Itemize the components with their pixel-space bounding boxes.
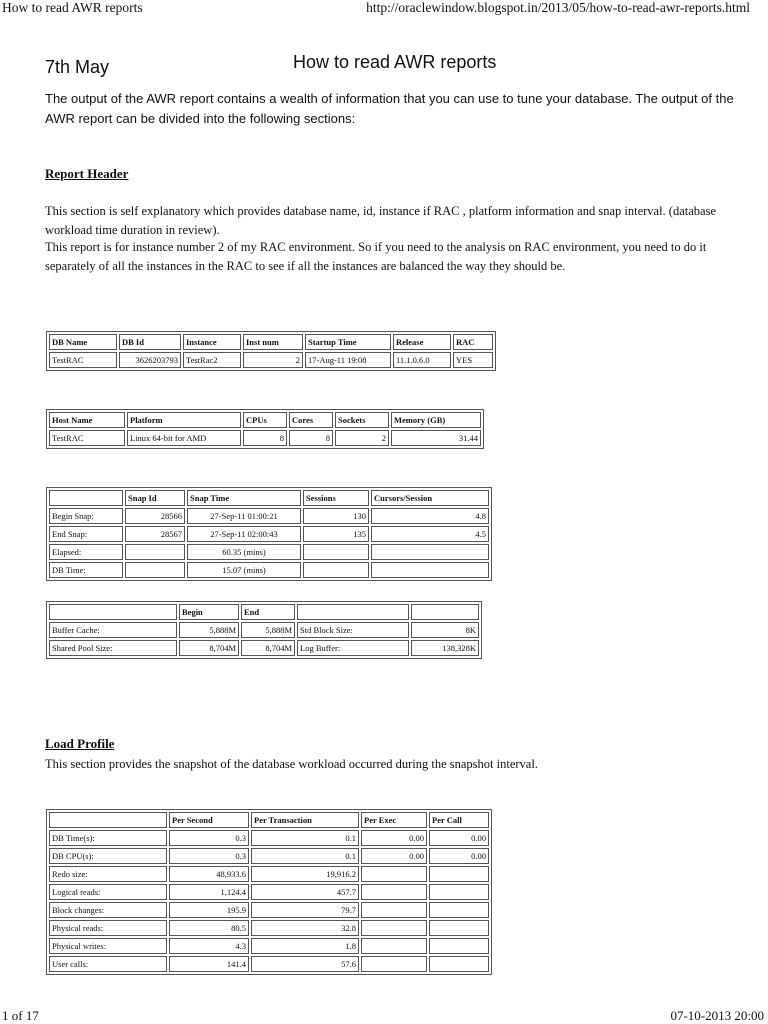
table-cell [361,920,427,936]
column-header: Cores [289,412,333,428]
column-header: Inst num [243,334,303,350]
column-header [49,812,167,828]
table-row [49,866,489,882]
table-cell: DB CPU(s): [49,848,167,864]
table-cell: 28567 [125,526,185,542]
table-cell: 1,124.4 [169,884,249,900]
table-cell [429,956,489,972]
print-timestamp: 07-10-2013 20:00 [670,1008,764,1023]
table-cell: 2 [243,352,303,368]
table-row [49,902,489,918]
column-header: DB Name [49,334,117,350]
table-cell: 2 [335,430,389,446]
table-cell: 195.9 [169,902,249,918]
table-cell: 5,888M [179,622,239,638]
table-cell: Elapsed: [49,544,123,560]
report-header-paragraph-1: This section is self explanatory which provides database name, id, instance if RAC , platform information and snap interval. (database workload time duration in review). [45,204,716,237]
table-row [49,352,493,368]
post-title: How to read AWR reports [293,52,497,72]
table-row [49,920,489,936]
table-cell: 0.00 [429,848,489,864]
table-cell: Logical reads: [49,884,167,900]
table-cell: 0.1 [251,830,359,846]
table-cell: 31.44 [391,430,481,446]
table-cell: Buffer Cache: [49,622,177,638]
table-cell: 11.1.0.6.0 [393,352,451,368]
load-profile-heading: Load Profile [45,736,115,751]
column-header: Startup Time [305,334,391,350]
table-cell [429,938,489,954]
table-cell: Physical writes: [49,938,167,954]
load-profile-paragraph: This section provides the snapshot of the database workload occurred during the snapshot interval. [45,757,538,771]
table-row [49,526,489,542]
table-cell: 0.00 [429,830,489,846]
table-cell: 3626203793 [119,352,181,368]
table-cell: 1.8 [251,938,359,954]
table-cell: 0.3 [169,830,249,846]
cache-table [46,601,482,659]
table-row [49,830,489,846]
report-header-heading: Report Header [45,166,129,181]
table-cell: 57.6 [251,956,359,972]
column-header [49,490,123,506]
table-cell [371,562,489,578]
table-cell [303,562,369,578]
table-cell: 4.5 [371,526,489,542]
table-cell [125,562,185,578]
table-row [49,430,481,446]
table-cell: 32.8 [251,920,359,936]
table-cell [361,938,427,954]
table-cell: TestRAC [49,352,117,368]
table-cell: 141.4 [169,956,249,972]
table-row [49,640,479,656]
table-cell: DB Time(s): [49,830,167,846]
table-cell: 8,704M [241,640,295,656]
table-cell: 19,916.2 [251,866,359,882]
table-cell: 8,704M [179,640,239,656]
table-cell [429,884,489,900]
table-cell [361,866,427,882]
table-cell: 8 [289,430,333,446]
column-header: CPUs [243,412,287,428]
table-cell: 0.1 [251,848,359,864]
table-row [49,544,489,560]
post-intro: The output of the AWR report contains a wealth of information that you can use to tune your database. The output of the AWR report can be divided into the following sections: [45,91,734,126]
table-cell [361,884,427,900]
table-cell [361,902,427,918]
column-header: Memory (GB) [391,412,481,428]
table-cell: 138,328K [411,640,479,656]
column-header: End [241,604,295,620]
table-cell: 130 [303,508,369,524]
table-cell [303,544,369,560]
table-cell: 0.3 [169,848,249,864]
table-cell: 8K [411,622,479,638]
table-cell [361,956,427,972]
table-cell [371,544,489,560]
table-cell [125,544,185,560]
table-cell: 48,933.6 [169,866,249,882]
table-row [49,562,489,578]
table-cell: 8 [243,430,287,446]
column-header [49,604,177,620]
report-header-paragraph-2: This report is for instance number 2 of my RAC environment. So if you need to the analysis on RAC environment, you need to do it separately of all the instances in the RAC to see if all the instances are balanced the way they should be. [45,240,707,273]
column-header: Instance [183,334,241,350]
column-header: Begin [179,604,239,620]
table-cell: 457.7 [251,884,359,900]
column-header: Host Name [49,412,125,428]
column-header: Sockets [335,412,389,428]
browser-print-header [0,0,768,18]
table-row [49,622,479,638]
table-cell: 27-Sep-11 01:00:21 [187,508,301,524]
table-cell: DB Time: [49,562,123,578]
column-header: DB Id [119,334,181,350]
table-cell [429,902,489,918]
table-cell: Begin Snap: [49,508,123,524]
table-cell: 4.3 [169,938,249,954]
table-cell [429,866,489,882]
table-cell: Std Block Size: [297,622,409,638]
table-cell: Linux 64-bit for AMD [127,430,241,446]
table-row [49,848,489,864]
column-header: Per Exec [361,812,427,828]
table-cell: End Snap: [49,526,123,542]
column-header: Snap Id [125,490,185,506]
table-cell: 15.07 (mins) [187,562,301,578]
column-header [297,604,409,620]
table-cell: 27-Sep-11 02:00:43 [187,526,301,542]
column-header: Per Transaction [251,812,359,828]
print-page-url: http://oraclewindow.blogspot.in/2013/05/how-to-read-awr-reports.html [366,0,750,15]
page-count: 1 of 17 [2,1008,39,1023]
column-header: Sessions [303,490,369,506]
table-cell: 28566 [125,508,185,524]
table-cell: 135 [303,526,369,542]
table-cell: 0.00 [361,830,427,846]
db-info-table [46,331,496,371]
column-header [411,604,479,620]
table-cell: Redo size: [49,866,167,882]
table-cell: TestRac2 [183,352,241,368]
table-cell: 5,888M [241,622,295,638]
table-cell: 80.5 [169,920,249,936]
table-row [49,956,489,972]
column-header: Per Call [429,812,489,828]
column-header: Release [393,334,451,350]
table-cell: 17-Aug-11 19:08 [305,352,391,368]
table-row [49,884,489,900]
table-cell: 4.8 [371,508,489,524]
table-cell: Log Buffer: [297,640,409,656]
table-cell: 0.00 [361,848,427,864]
column-header: Snap Time [187,490,301,506]
table-cell: 60.35 (mins) [187,544,301,560]
table-cell: User calls: [49,956,167,972]
table-cell: Block changes: [49,902,167,918]
load-profile-table [46,809,492,975]
table-row [49,508,489,524]
snap-table [46,487,492,581]
table-cell: Physical reads: [49,920,167,936]
column-header: Per Second [169,812,249,828]
print-page-title: How to read AWR reports [2,0,143,15]
table-cell: TestRAC [49,430,125,446]
host-info-table [46,409,484,449]
table-cell: YES [453,352,493,368]
post-date: 7th May [45,57,110,77]
table-cell [429,920,489,936]
column-header: Platform [127,412,241,428]
table-cell: 79.7 [251,902,359,918]
table-cell: Shared Pool Size: [49,640,177,656]
table-row [49,938,489,954]
column-header: RAC [453,334,493,350]
column-header: Cursors/Session [371,490,489,506]
